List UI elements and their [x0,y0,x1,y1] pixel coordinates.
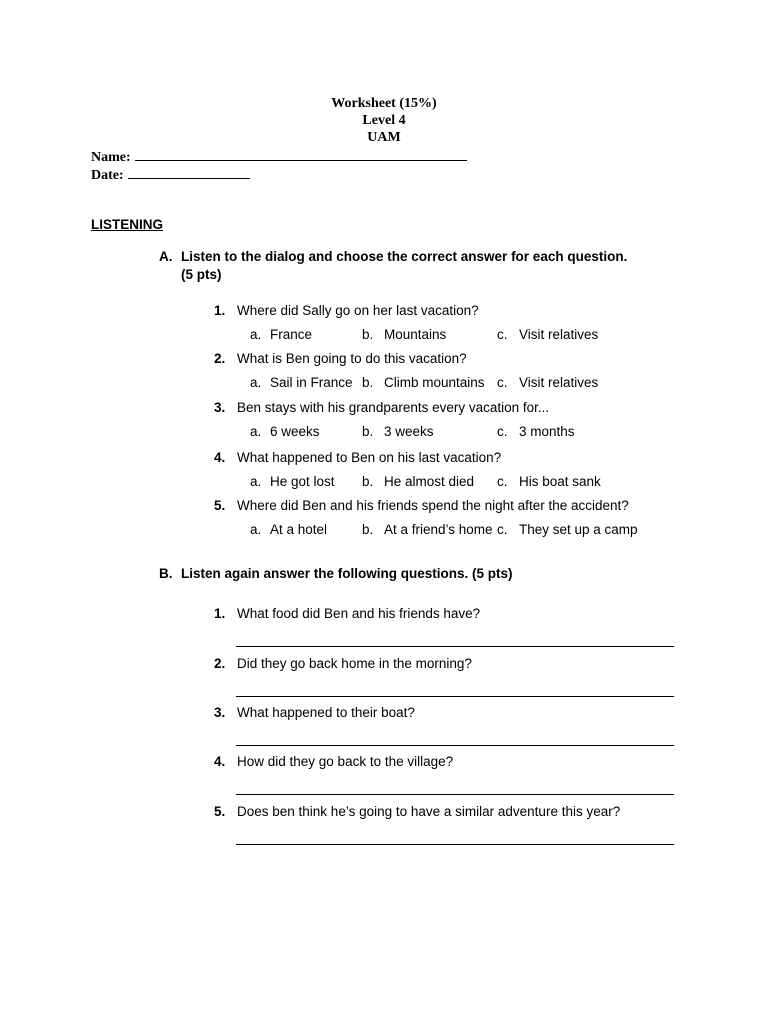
worksheet-org: UAM [367,130,401,145]
option-text[interactable]: 6 weeks [270,424,320,439]
option-text[interactable]: They set up a camp [519,522,638,537]
option-text[interactable]: Climb mountains [384,375,485,390]
question-number: 1. [214,606,226,621]
worksheet-title: Worksheet (15%) [331,96,437,111]
section-title: LISTENING [91,217,164,232]
worksheet-level: Level 4 [362,113,406,128]
worksheet-header [0,95,768,146]
answer-line[interactable] [236,844,674,845]
option-text[interactable]: Visit relatives [519,375,599,390]
question-number: 3. [214,705,226,720]
question-number: 3. [214,400,226,415]
option-text[interactable]: Mountains [384,327,447,342]
question-text: Ben stays with his grandparents every vacation for... [237,400,550,415]
name-field [91,147,467,166]
option-text[interactable]: 3 weeks [384,424,434,439]
option-letter: a. [250,424,262,439]
option-letter: c. [497,424,508,439]
answer-line[interactable] [236,745,674,746]
option-letter: c. [497,474,508,489]
question-number: 1. [214,303,226,318]
option-text[interactable]: Visit relatives [519,327,599,342]
question-text: What happened to Ben on his last vacation? [237,450,502,465]
answer-line[interactable] [236,646,674,647]
question-number: 4. [214,450,226,465]
question-text: What food did Ben and his friends have? [237,606,481,621]
question-number: 2. [214,351,226,366]
part-b-instruction: Listen again answer the following questions. (5 pts) [181,566,513,581]
part-a-points: (5 pts) [181,267,222,282]
name-label: Name: [91,150,131,165]
option-text[interactable]: At a hotel [270,522,328,537]
date-label: Date: [91,168,124,183]
option-text[interactable]: 3 months [519,424,575,439]
option-letter: b. [362,424,374,439]
question-number: 2. [214,656,226,671]
option-text[interactable]: Sail in France [270,375,353,390]
option-text[interactable]: He almost died [384,474,475,489]
part-a-instruction: Listen to the dialog and choose the correct answer for each question. [181,249,628,264]
option-letter: b. [362,375,374,390]
option-text[interactable]: His boat sank [519,474,601,489]
question-number: 5. [214,498,226,513]
part-b-letter: B. [159,566,173,581]
name-blank[interactable] [135,147,467,161]
option-letter: a. [250,522,262,537]
option-letter: b. [362,522,374,537]
question-text: Where did Sally go on her last vacation? [237,303,479,318]
question-number: 4. [214,754,226,769]
question-text: What happened to their boat? [237,705,415,720]
part-a-letter: A. [159,249,173,264]
question-text: What is Ben going to do this vacation? [237,351,467,366]
answer-line[interactable] [236,794,674,795]
option-text[interactable]: At a friend’s home [384,522,493,537]
option-letter: a. [250,375,262,390]
option-letter: c. [497,327,508,342]
question-text: How did they go back to the village? [237,754,454,769]
option-letter: c. [497,522,508,537]
option-letter: a. [250,474,262,489]
option-letter: b. [362,474,374,489]
option-text[interactable]: He got lost [270,474,335,489]
question-number: 5. [214,804,226,819]
option-text[interactable]: France [270,327,313,342]
date-blank[interactable] [128,165,250,179]
question-text: Did they go back home in the morning? [237,656,472,671]
question-text: Where did Ben and his friends spend the night after the accident? [237,498,629,513]
option-letter: c. [497,375,508,390]
option-letter: a. [250,327,262,342]
answer-line[interactable] [236,696,674,697]
date-field [91,165,250,184]
question-text: Does ben think he’s going to have a similar adventure this year? [237,804,621,819]
option-letter: b. [362,327,374,342]
